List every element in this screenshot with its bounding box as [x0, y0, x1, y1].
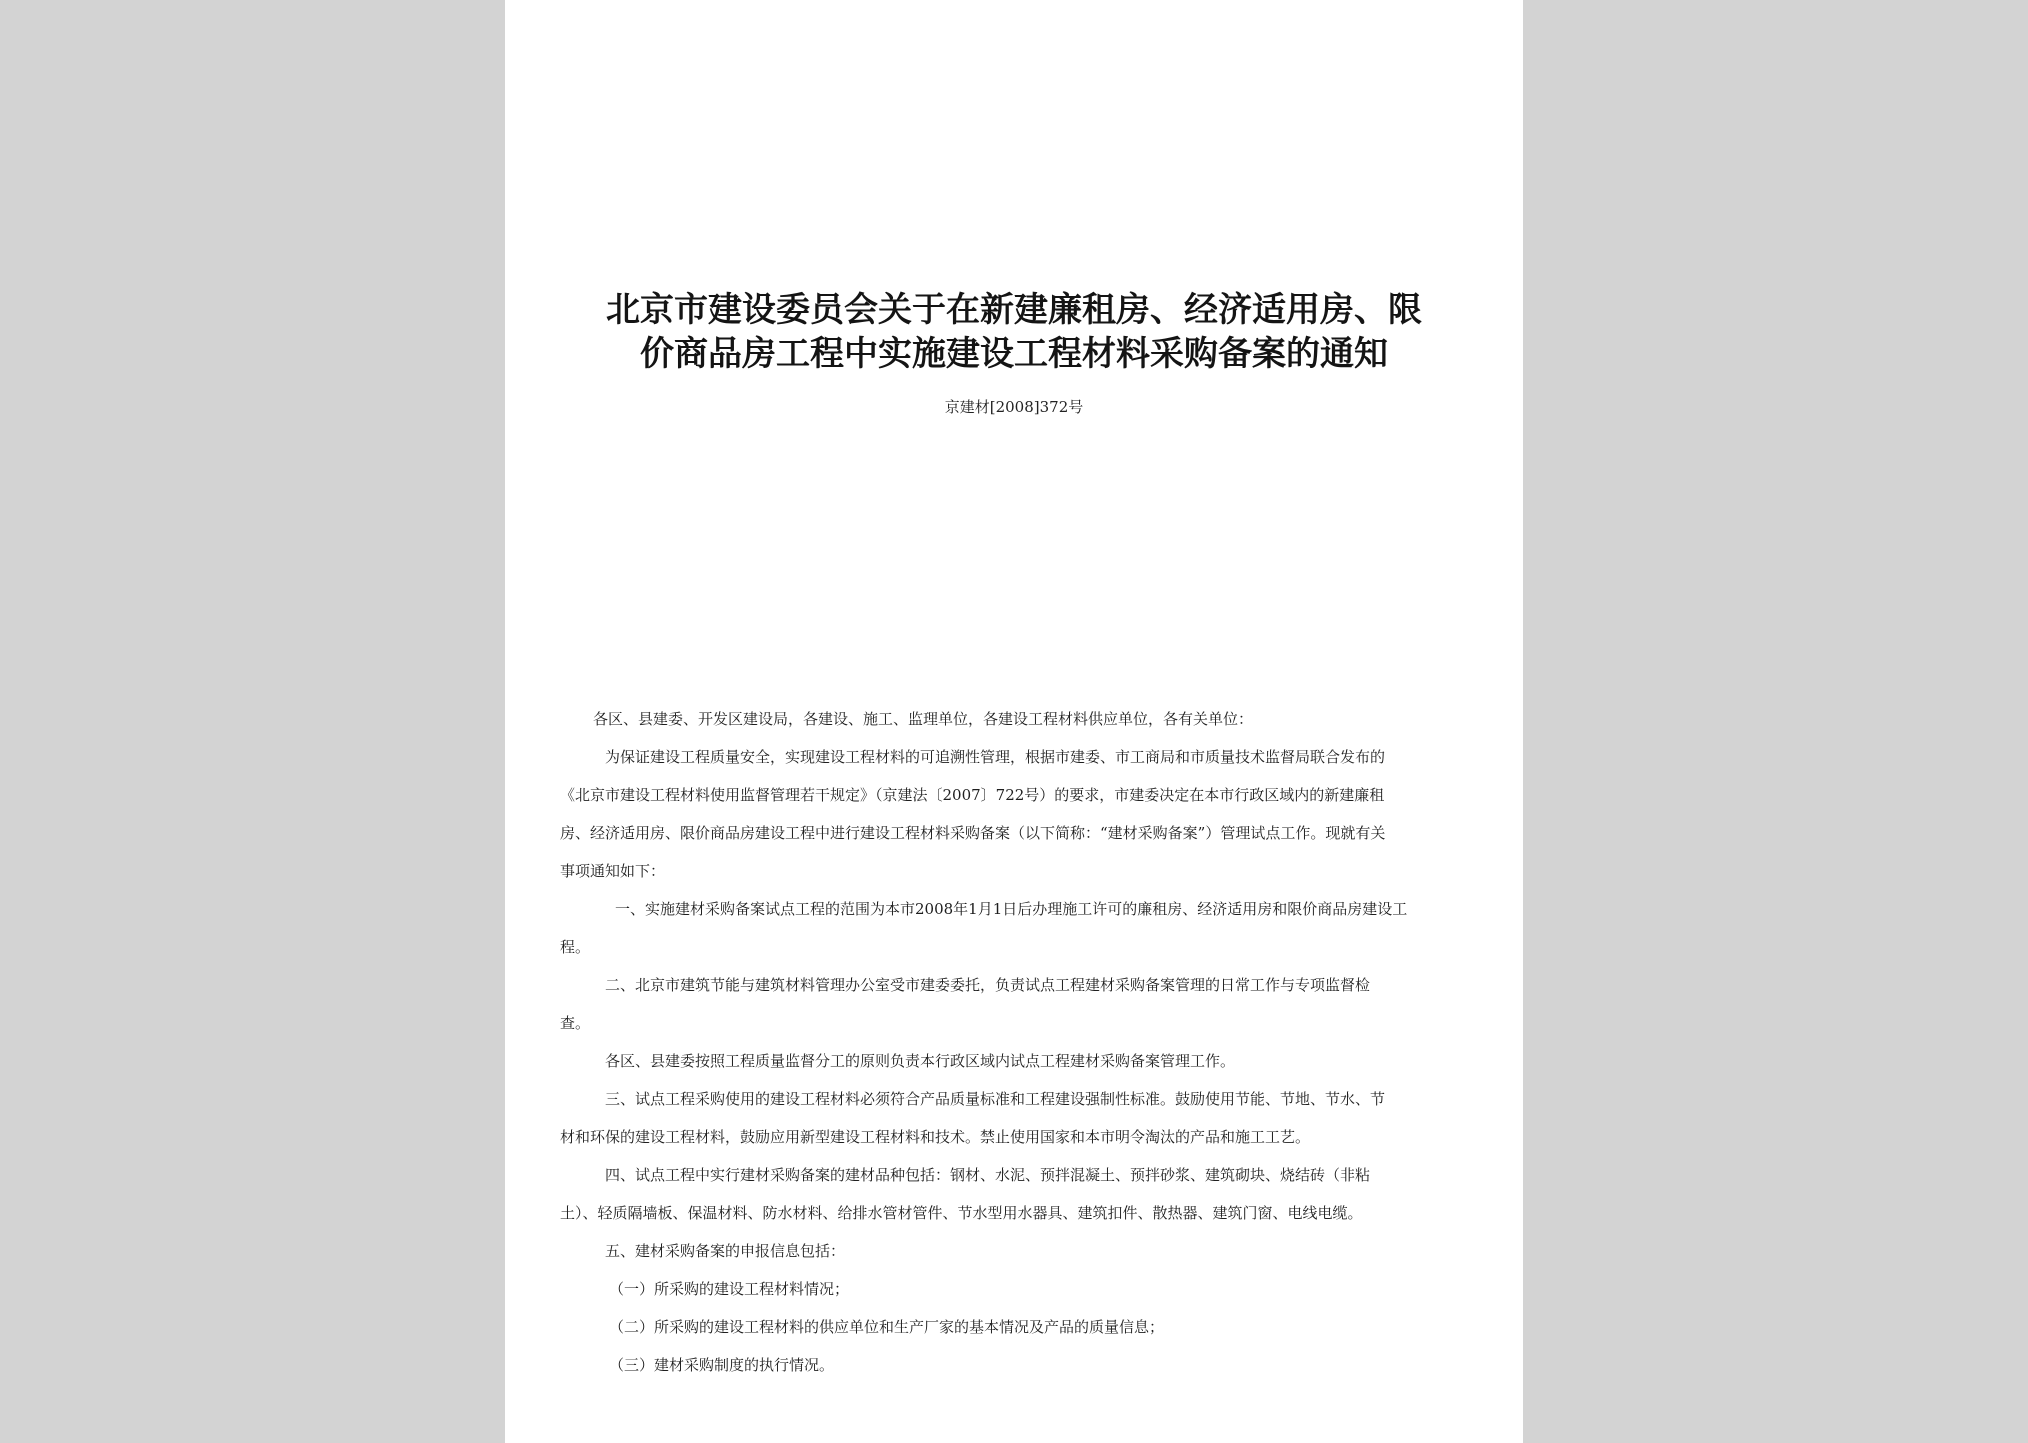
body-line: 房、经济适用房、限价商品房建设工程中进行建设工程材料采购备案（以下简称：“建材采购备案”）管理试点工作。现就有关	[560, 824, 1386, 842]
list-item: （一）所采购的建设工程材料情况；	[609, 1280, 850, 1298]
body-line: 四、试点工程中实行建材采购备案的建材品种包括：钢材、水泥、预拌混凝土、预拌砂浆、建筑砌块、烧结砖（非粘	[605, 1166, 1371, 1184]
body-line: 二、北京市建筑节能与建筑材料管理办公室受市建委委托，负责试点工程建材采购备案管理的日常工作与专项监督检	[605, 976, 1371, 994]
document-title-line-1: 北京市建设委员会关于在新建廉租房、经济适用房、限	[606, 290, 1422, 330]
body-line: 事项通知如下：	[560, 862, 666, 880]
body-line: 一、实施建材采购备案试点工程的范围为本市2008年1月1日后办理施工许可的廉租房、经济适用房和限价商品房建设工	[615, 900, 1408, 918]
document-number: 京建材[2008]372号	[944, 398, 1084, 416]
body-line: 为保证建设工程质量安全，实现建设工程材料的可追溯性管理，根据市建委、市工商局和市质量技术监督局联合发布的	[605, 748, 1386, 766]
body-line: 土）、轻质隔墙板、保温材料、防水材料、给排水管材管件、节水型用水器具、建筑扣件、散热器、建筑门窗、电线电缆。	[560, 1204, 1363, 1222]
document-title-line-2: 价商品房工程中实施建设工程材料采购备案的通知	[640, 334, 1388, 374]
body-line: 五、建材采购备案的申报信息包括：	[605, 1242, 846, 1260]
list-item: （三）建材采购制度的执行情况。	[609, 1356, 835, 1374]
body-line: 查。	[560, 1014, 591, 1032]
list-item: （二）所采购的建设工程材料的供应单位和生产厂家的基本情况及产品的质量信息；	[609, 1318, 1165, 1336]
body-line: 程。	[560, 938, 591, 956]
body-line: 材和环保的建设工程材料，鼓励应用新型建设工程材料和技术。禁止使用国家和本市明令淘汰的产品和施工工艺。	[560, 1128, 1311, 1146]
body-line: 《北京市建设工程材料使用监督管理若干规定》（京建法〔2007〕722号）的要求，市建委决定在本市行政区域内的新建廉租	[560, 786, 1385, 804]
salutation: 各区、县建委、开发区建设局，各建设、施工、监理单位，各建设工程材料供应单位，各有关单位：	[593, 710, 1254, 728]
body-line: 各区、县建委按照工程质量监督分工的原则负责本行政区域内试点工程建材采购备案管理工作。	[605, 1052, 1236, 1070]
body-line: 三、试点工程采购使用的建设工程材料必须符合产品质量标准和工程建设强制性标准。鼓励使用节能、节地、节水、节	[605, 1090, 1386, 1108]
document-page	[505, 0, 1523, 1443]
